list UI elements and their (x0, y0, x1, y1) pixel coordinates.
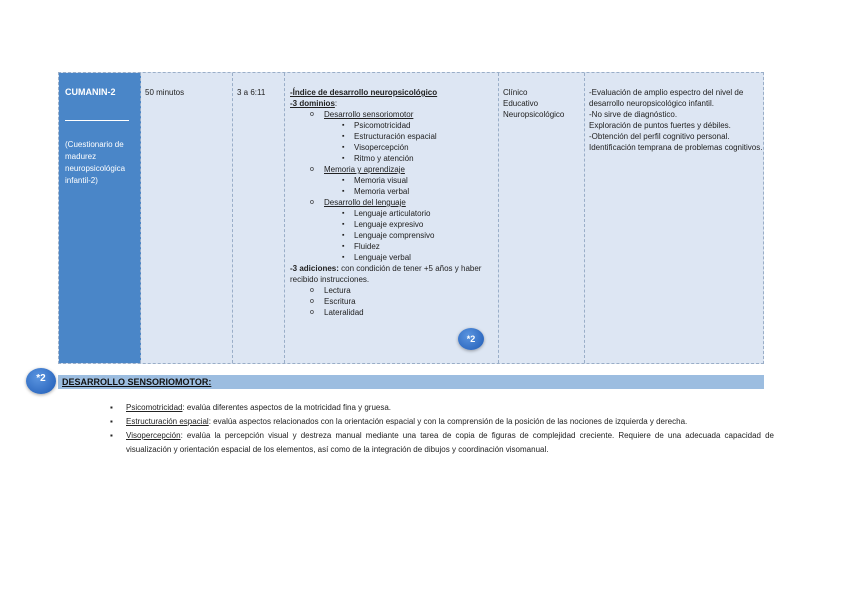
content-block (290, 87, 496, 318)
section-item (110, 429, 774, 457)
section-footnote-badge[interactable]: *2 (26, 368, 56, 394)
use-item: -Evaluación de amplio espectro del nivel de desarrollo neuropsicológico infantil. (589, 88, 744, 108)
domain-subitems (290, 208, 496, 263)
duration-cell (141, 73, 233, 363)
domains-heading (290, 98, 496, 109)
age-cell (233, 73, 285, 363)
section-item-text: : evalúa diferentes aspectos de la motricidad fina y gruesa. (182, 403, 392, 412)
content-cell (285, 73, 499, 363)
duration-value: 50 minutos (145, 88, 185, 97)
domains-list (290, 109, 496, 263)
test-name: CUMANIN-2 (65, 87, 116, 97)
subtest-item: ▪ Psicomotricidad (290, 120, 496, 131)
subtest-item: ▪ Fluidez (290, 241, 496, 252)
section-item (110, 415, 774, 429)
domain-label: Desarrollo sensoriomotor (324, 110, 414, 119)
test-name-cell (59, 73, 141, 363)
section-item-term: Visopercepción (126, 431, 181, 440)
subtest-item: ▪ Estructuración espacial (290, 131, 496, 142)
additions-line (290, 263, 496, 285)
subtest-item: ▪ Ritmo y atención (290, 153, 496, 164)
subtest-item: ▪ Memoria verbal (290, 186, 496, 197)
name-underline (65, 120, 129, 121)
domain-subitems (290, 175, 496, 197)
addition-item: o Escritura (290, 296, 496, 307)
age-value: 3 a 6:11 (237, 88, 266, 97)
section-items-list (110, 401, 774, 457)
subtest-item: ▪ Visopercepción (290, 142, 496, 153)
context-item: Neuropsicológico (503, 110, 565, 119)
footnote-badge[interactable]: *2 (458, 328, 484, 350)
test-full-name: (Cuestionario de madurez neuropsicológica infantil-2) (65, 140, 126, 185)
context-item: Educativo (503, 99, 539, 108)
subtest-item: ▪ Lenguaje comprensivo (290, 230, 496, 241)
uses-cell (585, 73, 765, 363)
section-item-text: : evalúa aspectos relacionados con la orientación espacial y con la comprensión de la posición de las nociones de izquierda y derecha. (208, 417, 688, 426)
domain-label: Desarrollo del lenguaje (324, 198, 406, 207)
domain-label: Memoria y aprendizaje (324, 165, 405, 174)
use-item: -No sirve de diagnóstico. (589, 110, 678, 119)
additions-list (290, 285, 496, 318)
use-item: Identificación temprana de problemas cognitivos. (589, 143, 763, 152)
context-cell (499, 73, 585, 363)
section-item-text: : evalúa la percepción visual y destreza manual mediante una tarea de copia de figuras de complejidad creciente. Requiere de una adecuada capacidad de visualización y orientación espacial de los elementos, así como de la integración de dibujos y coordinación visomanual. (126, 431, 774, 454)
section-title: DESARROLLO SENSORIOMOTOR: (62, 377, 212, 387)
test-table-row (58, 72, 764, 364)
addition-item: o Lateralidad (290, 307, 496, 318)
context-item: Clínico (503, 88, 528, 97)
subtest-item: ▪ Lenguaje verbal (290, 252, 496, 263)
subtest-item: ▪ Memoria visual (290, 175, 496, 186)
subtest-item: ▪ Lenguaje expresivo (290, 219, 496, 230)
use-item: -Obtención del perfil cognitivo personal. (589, 132, 730, 141)
domain-item (290, 197, 496, 208)
section-item (110, 401, 774, 415)
additions-heading: -3 adiciones: (290, 264, 339, 273)
additions-text: con condición de tener +5 años y haber recibido instrucciones. (290, 264, 482, 284)
uses-list (589, 87, 763, 153)
subtest-item: ▪ Lenguaje articulatorio (290, 208, 496, 219)
domains-heading-colon: : (334, 99, 338, 108)
domain-subitems (290, 120, 496, 164)
section-item-term: Psicomotricidad (126, 403, 183, 412)
context-list (503, 87, 564, 120)
section-header-bar (58, 375, 764, 389)
domains-heading-label: -3 dominios (290, 99, 335, 108)
section-item-term: Estructuración espacial (126, 417, 209, 426)
domain-item (290, 164, 496, 175)
domain-item (290, 109, 496, 120)
content-title: -Índice de desarrollo neuropsicológico (290, 88, 438, 97)
use-item: Exploración de puntos fuertes y débiles. (589, 121, 731, 130)
addition-item: o Lectura (290, 285, 496, 296)
